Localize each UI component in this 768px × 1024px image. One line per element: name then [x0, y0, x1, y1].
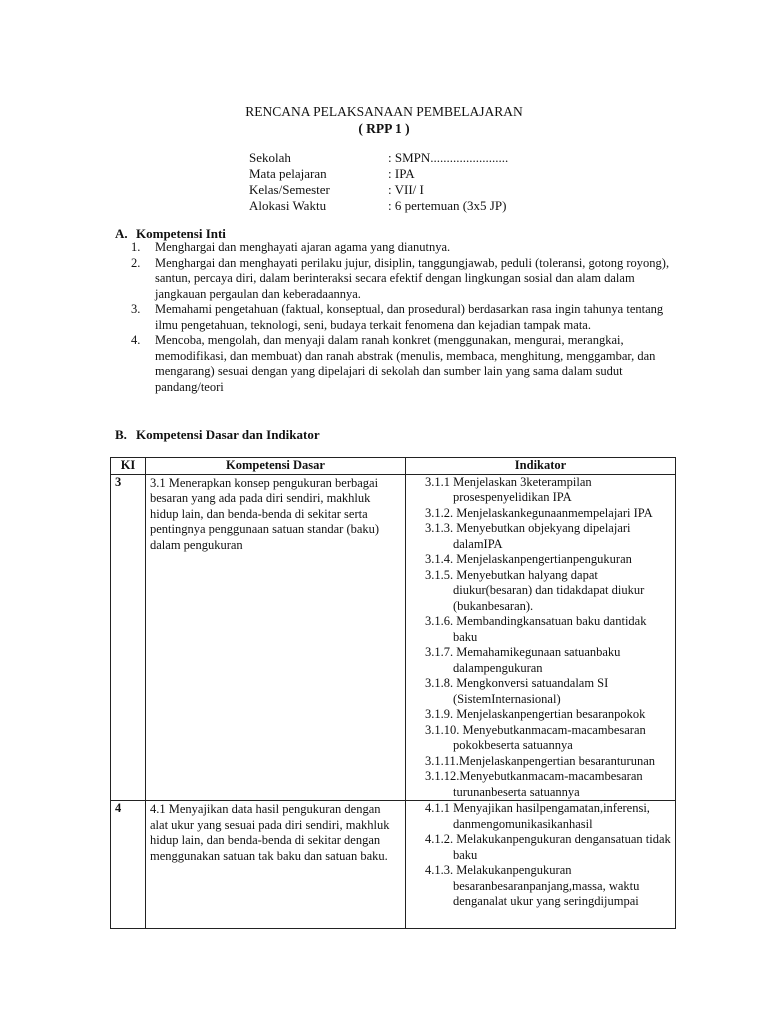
indicator-item: 4.1.1 Menyajikan hasilpengamatan,inferensi, danmengomunikasikanhasil	[425, 801, 650, 831]
info-row-mata-pelajaran	[249, 166, 508, 182]
header-kompetensi-dasar: Kompetensi Dasar	[146, 458, 406, 475]
table-row	[111, 474, 676, 801]
info-block	[249, 150, 508, 214]
list-number: 2.	[131, 255, 141, 270]
info-label: Mata pelajaran	[249, 166, 327, 181]
list-item	[131, 240, 671, 256]
info-row-kelas-semester	[249, 182, 508, 198]
table-header-row	[111, 458, 676, 475]
info-label: Kelas/Semester	[249, 182, 330, 197]
kd-text: 3.1 Menerapkan konsep pengukuran berbagai besaran yang ada pada diri sendiri, makhluk hidup lain, dan benda-benda di sekitar serta pentingnya penggunaan satuan standar (baku) dalam pengukuran	[150, 475, 380, 552]
list-text: Mencoba, mengolah, dan menyaji dalam ranah konkret (menggunakan, mengurai, merangkai, memodifikasi, dan membuat) dan ranah abstrak (menulis, membaca, menghitung, menggambar, dan mengarang) sesuai dengan yang dipelajari di sekolah dan sumber lain yang sama dalam sudut pandang/teori	[155, 333, 656, 394]
ki-cell: 3	[111, 474, 146, 801]
info-row-sekolah	[249, 150, 508, 166]
indicator-item: 3.1.7. Memahamikegunaan satuanbaku dalampengukuran	[425, 645, 621, 675]
table-row	[111, 801, 676, 929]
indicator-item: 3.1.3. Menyebutkan objekyang dipelajari dalamIPA	[425, 521, 631, 551]
list-text: Menghargai dan menghayati ajaran agama yang dianutnya.	[155, 240, 451, 254]
list-item	[131, 256, 671, 303]
section-heading-kompetensi-dasar	[115, 427, 320, 443]
indicator-item: 4.1.2. Melakukanpengukuran dengansatuan tidak baku	[425, 832, 671, 862]
info-label: Alokasi Waktu	[249, 198, 327, 213]
section-title: Kompetensi Dasar dan Indikator	[136, 427, 320, 442]
header-indikator: Indikator	[406, 458, 676, 475]
info-value: : VII/ I	[388, 182, 424, 197]
indicator-item: 3.1.10. Menyebutkanmacam-macambesaran pokokbeserta satuannya	[425, 722, 646, 752]
section-letter: A.	[115, 226, 128, 241]
info-value: : IPA	[388, 166, 415, 181]
list-text: Memahami pengetahuan (faktual, konseptual, dan prosedural) berdasarkan rasa ingin tahunya tentang ilmu pengetahuan, teknologi, seni, budaya terkait fenomena dan kejadian tampak mata.	[155, 302, 664, 332]
list-text: Menghargai dan menghayati perilaku jujur, disiplin, tanggungjawab, peduli (toleransi, gotong royong), santun, percaya diri, dalam berinteraksi secara efektif dengan lingkungan sosial dan alam dalam jangkauan pergaulan dan keberadaannya.	[155, 255, 670, 301]
kompetensi-inti-list	[131, 240, 671, 395]
document-title: RENCANA PELAKSANAAN PEMBELAJARAN	[245, 104, 523, 119]
indicator-item: 3.1.6. Membandingkansatuan baku dantidak baku	[425, 614, 647, 644]
section-title: Kompetensi Inti	[136, 226, 226, 241]
list-number: 1.	[131, 240, 141, 254]
cell-spacer	[410, 910, 671, 928]
indicator-item: 3.1.2. Menjelaskankegunaanmempelajari IPA	[425, 505, 653, 520]
kd-cell	[146, 474, 406, 801]
indicator-item: 3.1.1 Menjelaskan 3keterampilan prosespenyelidikan IPA	[425, 474, 592, 504]
info-value: : SMPN........................	[388, 150, 509, 165]
info-label: Sekolah	[249, 150, 291, 165]
indicator-cell	[406, 474, 676, 801]
document-subtitle: ( RPP 1 )	[358, 121, 410, 136]
section-letter: B.	[115, 427, 127, 442]
indicator-item: 3.1.4. Menjelaskanpengertianpengukuran	[425, 552, 632, 566]
kd-cell	[146, 801, 406, 929]
indicator-item: 3.1.9. Menjelaskanpengertian besaranpokok	[425, 707, 646, 721]
info-row-alokasi-waktu	[249, 198, 508, 214]
list-number: 3.	[131, 302, 141, 316]
ki-cell: 4	[111, 801, 146, 929]
kompetensi-table	[110, 457, 676, 929]
indicator-cell	[406, 801, 676, 929]
indicator-item: 3.1.8. Mengkonversi satuandalam SI (SistemInternasional)	[425, 676, 609, 706]
indicator-item: 4.1.3. Melakukanpengukuran besaranbesaranpanjang,massa, waktu denganalat ukur yang seringdijumpai	[425, 863, 640, 908]
indicator-item: 3.1.11.Menjelaskanpengertian besaranturunan	[425, 753, 656, 768]
kd-text: 4.1 Menyajikan data hasil pengukuran dengan alat ukur yang sesuai pada diri sendiri, makhluk hidup lain, dan benda-benda di sekitar dengan menggunakan satuan tak baku dan satuan baku.	[150, 802, 390, 863]
header-ki: KI	[111, 458, 146, 475]
list-item	[131, 302, 671, 333]
list-item	[131, 333, 671, 395]
indicator-item: 3.1.12.Menyebutkanmacam-macambesaran turunanbeserta satuannya	[425, 769, 643, 799]
indicator-item: 3.1.5. Menyebutkan halyang dapat diukur(besaran) dan tidakdapat diukur (bukanbesaran).	[425, 567, 645, 613]
list-number: 4.	[131, 333, 141, 347]
info-value: : 6 pertemuan (3x5 JP)	[388, 198, 507, 213]
